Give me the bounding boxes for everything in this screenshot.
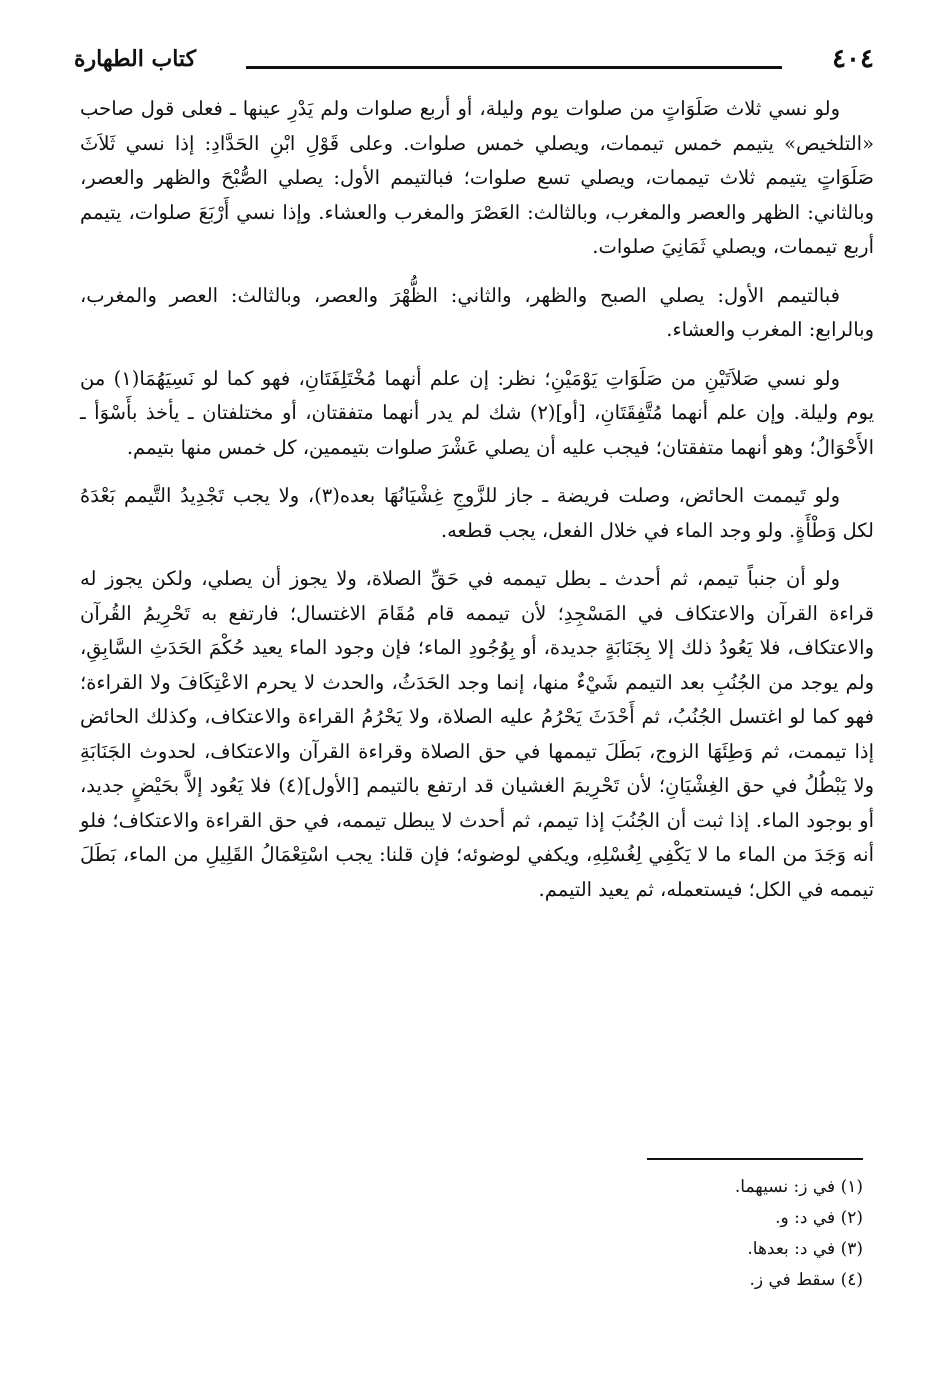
footnote: (٢) في د: و.: [775, 1208, 863, 1228]
paragraph: ولو نسي ثلاث صَلَوَاتٍ من صلوات يوم وليلة، أو أربع صلوات ولم يَدْرِ عينها ـ فعلى قول صاحب «التلخيص» يتيمم خمس تيممات، ويصلي خمس صلوات. وعلى قَوْلِ ابْنِ الحَدَّادِ: إذا نسي ثَلاَثَ صَلَوَاتٍ يتيمم ثلاث تيممات، ويصلي تسع صلوات؛ فبالتيمم الأول: يصلي الصُّبْحَ والظهر والعصر، وبالثاني: الظهر والعصر والمغرب، وبالثالث: العَصْرَ والمغرب والعشاء. وإذا نسي أَرْبَعَ صلوات، يتيمم أربع تيممات، ويصلي ثَمَانِيَ صلوات.: [80, 97, 874, 258]
footnote: (١) في ز: نسيهما.: [734, 1177, 863, 1197]
paragraph: ولو تَيممت الحائض، وصلت فريضة ـ جاز للزَّوجِ غِشْيَانُهَا بعده(٣)، ولا يجب تَجْدِيدُ التَّيمم بَعْدَهُ لكل وَطْأَةٍ. ولو وجد الماء في خلال الفعل، يجب قطعه.: [80, 484, 874, 542]
book-title: كتاب الطهارة: [74, 46, 197, 72]
footnotes: [363, 1172, 863, 1296]
footnote-separator: [647, 1158, 863, 1160]
page-number: ٤٠٤: [832, 44, 874, 74]
running-head: [74, 40, 874, 80]
footnote: (٤) سقط في ز.: [749, 1270, 863, 1290]
main-text: [80, 92, 874, 921]
footnote: (٣) في د: بعدها.: [747, 1239, 863, 1259]
paragraph: ولو أن جنباً تيمم، ثم أحدث ـ بطل تيممه في حَقِّ الصلاة، ولا يجوز أن يصلي، ولكن يجوز له قراءة القرآن والاعتكاف في المَسْجِدِ؛ لأن تيممه قام مُقَامَ الاغتسال؛ فارتفع به تَحْرِيمُ القُرآن والاعتكاف، فلا يَعُودُ ذلك إلا بِجَنَابَةٍ جديدة، أو بِوُجُودِ الماء؛ فإن وجود الماء يعيد حُكْمَ الحَدَثِ السَّابِقِ، ولم يوجد من الجُنُبِ بعد التيمم شَيْءٌ منها، إنما وجد الحَدَثُ، والحدث لا يحرم الاعْتِكَافَ ولا القراءة؛ فهو كما لو اغتسل الجُنُبُ، ثم أَحْدَثَ يَحْرُمُ عليه الصلاة، ولا يَحْرُمُ القراءة والاعتكاف، وكذلك الحائض إذا تيممت، ثم وَطِئَهَا الزوج، بَطَلَ تيممها في حق الصلاة وقراءة القرآن والاعتكاف، لحدوث الجَنَابَةِ ولا يَبْطُلُ في حق الغِشْيَانِ؛ لأن تَحْرِيمَ الغشيان قد ارتفع بالتيمم [الأول](٤) فلا يَعُود إلاَّ بحَيْضٍ جديد، أو بوجود الماء. إذا ثبت أن الجُنُبَ إذا تيمم، ثم أحدث لا يبطل تيممه، في حق القراءة والاعتكاف؛ فلو أنه وَجَدَ من الماء ما لا يَكْفِي لِغُسْلِهِ، ويكفي لوضوئه؛ فإن قلنا: يجب اسْتِعْمَالُ القَلِيلِ من الماء، بَطَلَ تيممه في الكل؛ فيستعمله، ثم يعيد التيمم.: [80, 567, 874, 901]
paragraph: ولو نسي صَلاَتَيْنِ من صَلَوَاتِ يَوْمَيْنِ؛ نظر: إن علم أنهما مُخْتَلِفَتَانِ، فهو كما لو نَسِيَهُمَا(١) من يوم وليلة. وإن علم أنهما مُتَّفِقَتَانِ، [أو](٢) شك لم يدر أنهما متفقتان، أو مختلفتان ـ يأخذ بأَسْوَأ ـ الأَحْوَالُ؛ وهو أنهما متفقتان؛ فيجب عليه أن يصلي عَشْرَ صلوات بتيممين، كل خمس منها بتيمم.: [80, 366, 875, 459]
paragraph: فبالتيمم الأول: يصلي الصبح والظهر، والثاني: الظُّهْرَ والعصر، وبالثالث: العصر والمغرب، وبالرابع: المغرب والعشاء.: [80, 283, 874, 341]
header-rule: [246, 66, 782, 69]
